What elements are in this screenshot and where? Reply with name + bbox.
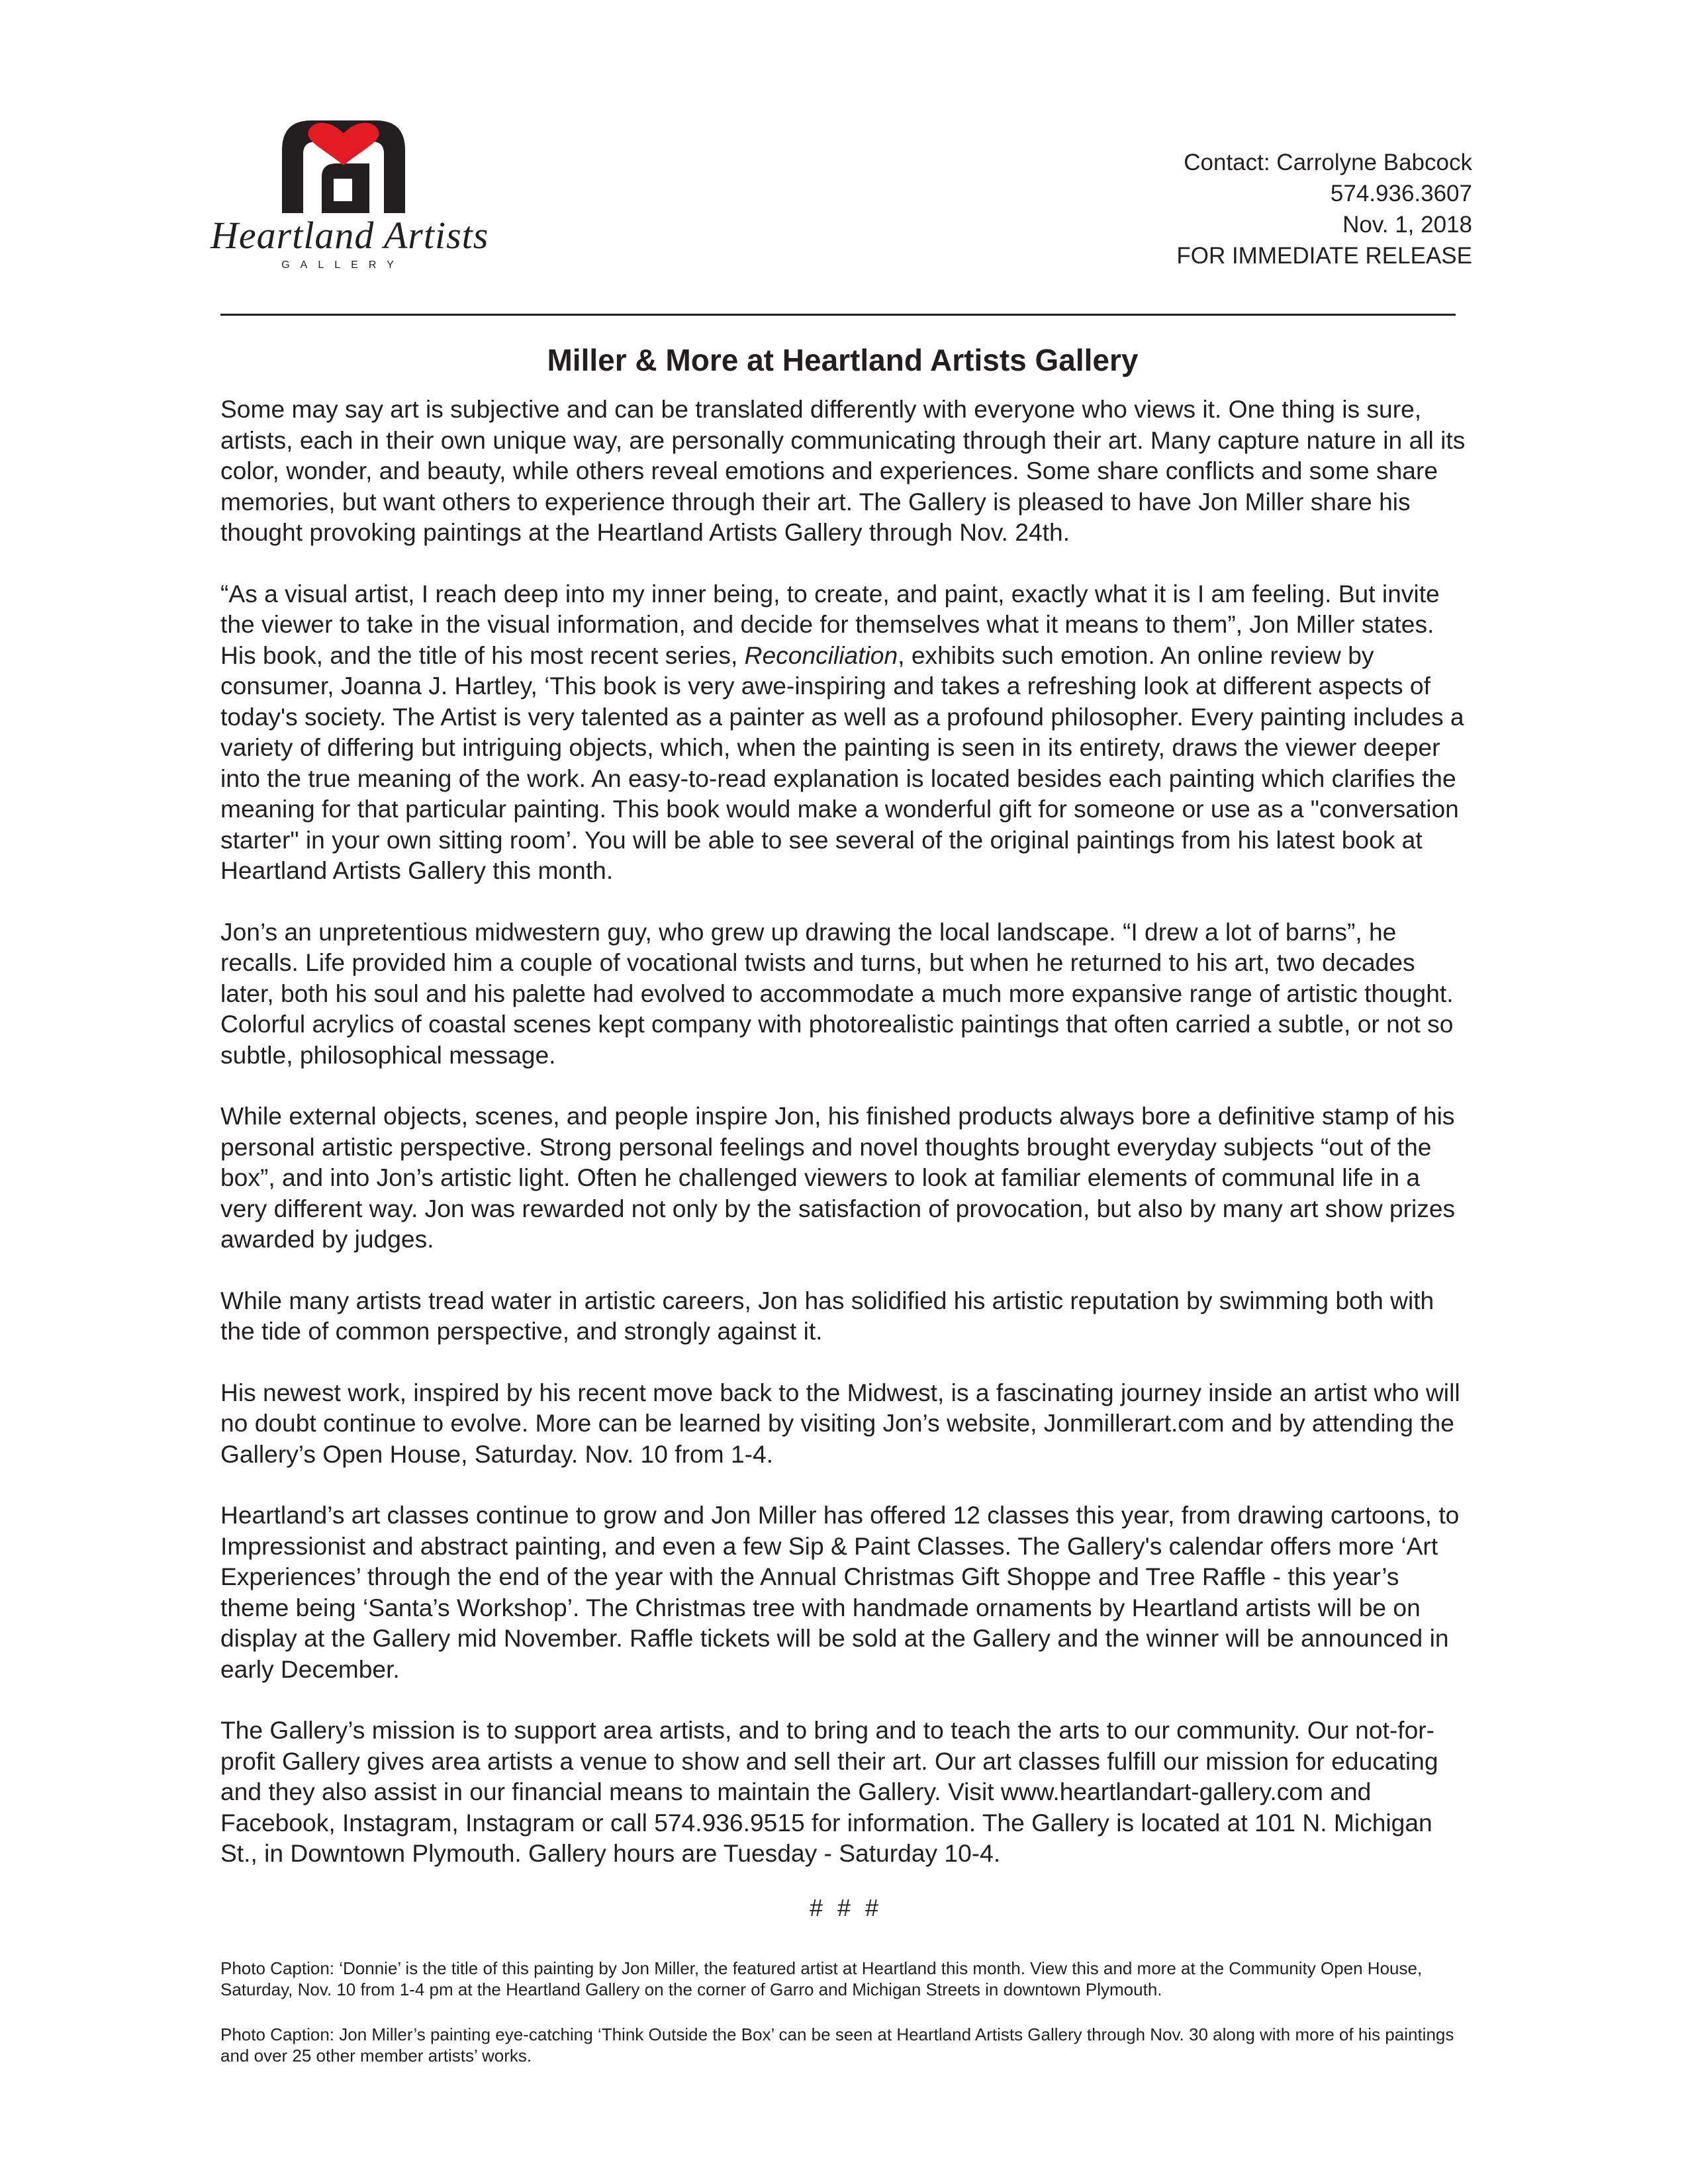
body-paragraph: While external objects, scenes, and people inspire Jon, his finished products always bore a definitive stamp of his personal artistic perspective. Strong personal feelings and novel thoughts brought everyday subjects “out of the box”, and into Jon’s artistic light. Often he challenged viewers to look at familiar elements of communal life in a very different way. Jon was rewarded not only by the satisfaction of provocation, but also by many art show prizes awarded by judges.: [220, 1102, 1456, 1253]
photo-caption: Photo Caption: ‘Donnie’ is the title of this painting by Jon Miller, the featured artist at Heartland this month. View this and more at the Community Open House, Saturday, Nov. 10 from 1-4 pm at the Heartland Gallery on the corner of Garro and Michigan Streets in downtown Plymouth.: [220, 1958, 1423, 1999]
release-date: Nov. 1, 2018: [1342, 212, 1472, 238]
heart-logo-icon: [211, 114, 475, 220]
press-release-body: [220, 394, 1472, 1869]
contact-block: [1176, 147, 1472, 271]
body-paragraph: While many artists tread water in artistic careers, Jon has solidified his artistic reputation by swimming both with the tide of common perspective, and strongly against it.: [220, 1286, 1434, 1345]
body-paragraph: Heartland’s art classes continue to grow and Jon Miller has offered 12 classes this year, from drawing cartoons, to Impressionist and abstract painting, and even a few Sip & Paint Classes. The Gallery's calendar offers more ‘Art Experiences’ through the end of the year with the Annual Christmas Gift Shoppe and Tree Raffle - this year’s theme being ‘Santa’s Workshop’. The Christmas tree with handmade ornaments by Heartland artists will be on display at the Gallery mid November. Raffle tickets will be sold at the Gallery and the winner will be announced in early December.: [220, 1501, 1460, 1683]
body-paragraph: Some may say art is subjective and can be translated differently with everyone who views it. One thing is sure, artists, each in their own unique way, are personally communicating through their art. Many capture nature in all its color, wonder, and beauty, while others reveal emotions and experiences. Some share conflicts and some share memories, but want others to experience through their art. The Gallery is pleased to have Jon Miller share his thought provoking paintings at the Heartland Artists Gallery through Nov. 24th.: [220, 395, 1466, 546]
logo-subtitle: GALLERY: [281, 259, 404, 271]
header-divider: [220, 314, 1456, 316]
photo-caption: Photo Caption: Jon Miller’s painting eye-catching ‘Think Outside the Box’ can be seen at Heartland Artists Gallery through Nov. 30 along with more of his paintings and over 25 other member artists’ works.: [220, 2025, 1454, 2066]
body-paragraph: The Gallery’s mission is to support area artists, and to bring and to teach the arts to our community. Our not-for-profit Gallery gives area artists a venue to show and sell their art. Our art classes fulfill our mission for educating and they also assist in our financial means to maintain the Gallery. Visit www.heartlandart-gallery.com and Facebook, Instagram, Instagram or call 574.936.9515 for information. The Gallery is located at 101 N. Michigan St., in Downtown Plymouth. Gallery hours are Tuesday - Saturday 10-4.: [220, 1716, 1438, 1867]
end-mark: # # #: [809, 1894, 879, 1921]
body-paragraph: His newest work, inspired by his recent move back to the Midwest, is a fascinating journey inside an artist who will no doubt continue to evolve. More can be learned by visiting Jon’s website, Jonmillerart.com and by attending the Gallery’s Open House, Saturday. Nov. 10 from 1-4.: [220, 1378, 1460, 1468]
contact-name: Contact: Carrolyne Babcock: [1184, 150, 1472, 175]
gallery-logo: [211, 114, 489, 279]
body-paragraph: Jon’s an unpretentious midwestern guy, who grew up drawing the local landscape. “I drew a lot of barns”, he recalls. Life provided him a couple of vocational twists and turns, but when he returned to his art, two decades later, both his soul and his palette had evolved to accommodate a much more expansive range of artistic thought. Colorful acrylics of coastal scenes kept company with photorealistic paintings that often carried a subtle, or not so subtle, philosophical message.: [220, 917, 1454, 1069]
series-title: Reconciliation: [744, 641, 898, 669]
logo-name: Heartland Artists: [211, 214, 489, 257]
release-status: FOR IMMEDIATE RELEASE: [1176, 243, 1472, 269]
body-paragraph-quote: “As a visual artist, I reach deep into my inner being, to create, and paint, exactly what it is I am feeling. But invite the viewer to take in the visual information, and decide for themselves what it means to them”, Jon Miller states. His book, and the title of his most recent series, Reconciliation, exhibits such emotion. An online review by consumer, Joanna J. Hartley, ‘This book is very awe-inspiring and takes a refreshing look at different aspects of today's society. The Artist is very talented as a painter as well as a profound philosopher. Every painting includes a variety of differing but intriguing objects, which, when the painting is seen in its entirety, draws the viewer deeper into the true meaning of the work. An easy-to-read explanation is located besides each painting which clarifies the meaning for that particular painting. This book would make a wonderful gift for someone or use as a "conversation starter" in your own sitting room’. You will be able to see several of the original paintings from his latest book at Heartland Artists Gallery this month.: [220, 579, 1464, 884]
page-title: Miller & More at Heartland Artists Gallery: [547, 343, 1139, 377]
contact-phone: 574.936.3607: [1330, 181, 1472, 206]
photo-captions: [220, 1958, 1465, 2090]
